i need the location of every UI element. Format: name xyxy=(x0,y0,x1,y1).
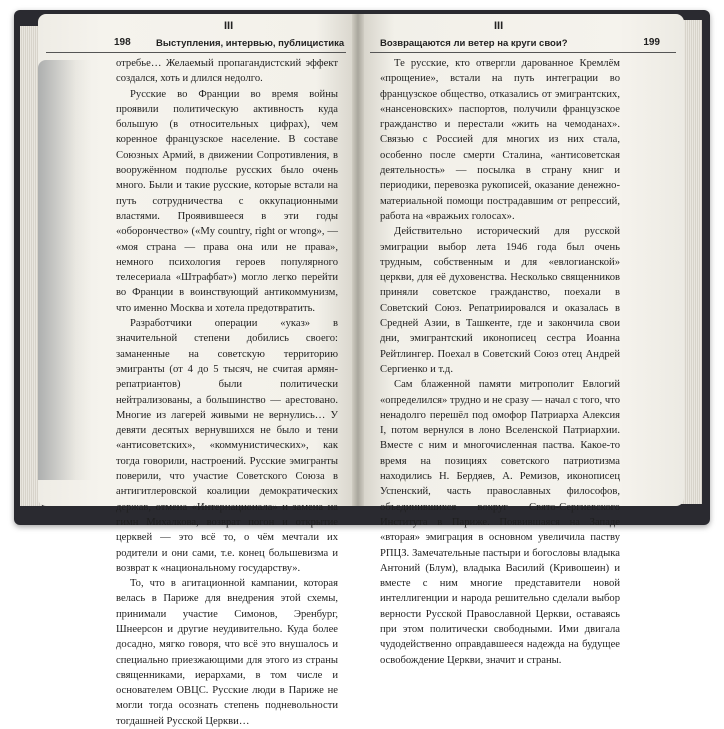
paragraph: Разработчики операции «указ» в значительной степени добились своего: заманенные на советскую территорию эмигранты (от 4 до 5 тысяч, не считая армян-репатриантов) были политически нейтрализованы, а большинство — арестовано. Многие из лагерей живыми не вернулись… У девяти десятых вернувшихся не было и тени «антисоветских», «коммунистических», как тогда говорили, настроений. Русские эмигранты поверили, что участие Советского Союза в антигитлеровской коалиции демократических держав, отмена «Интернационала» и замена на гимн Михалкова, возврат погон и открытие церквей — это всё то, о чём мечтали их родители и они сами, т.е. конец большевизма и возврат к «национальному государству». xyxy=(116,318,338,574)
page-shadow xyxy=(38,60,92,480)
right-page xyxy=(362,14,684,666)
paragraph: Те русские, кто отвергли дарованное Кремлём «прощение», встали на путь интеграции во французское общество, отказались от эмигрантских, «нансеновских» паспортов, получили французское гражданство и перестали «жить на чемоданах». Связью с Россией для многих из них стала, особенно после смерти Сталина, «антисоветская деятельность» — посылка в страну книг и периодики, перевозка рукописей, оказание денежно-материальной помощи пострадавшим от репрессий, работа на «вражьих голосах». xyxy=(380,58,620,222)
body-text xyxy=(116,56,338,729)
section-number: III xyxy=(224,20,234,32)
page-number: 198 xyxy=(114,37,131,48)
running-title: Возвращаются ли ветер на круги свои? xyxy=(380,38,568,49)
paragraph: Сам блаженной памяти митрополит Евлогий «определился» трудно и не сразу — начал с того, что ненадолго перешёл под омофор Патриарха Алексия I, потом вернулся в лоно Вселенской Патриархии. Вместе с ним и многочисленная паства. Какое-то время на позициях советского патриотизма находились Н. Бердяев, А. Ремизов, иконописец Успенский, часть православных философов, объединившихся вокруг Свято-Сергиевского Института в Париже. Появившаяся на Западе «вторая» эмиграция в основном увеличила паству РПЦЗ. Замечательные пастыри и богословы владыка Антоний (Блум), владыка Василий (Кривошеин) и вместе с ним многие представители новой интеллигенции и народа решительно сделали выбор верности Русской Православной Церкви, оставаясь при этом политически свободными. Ими двигала чудодейственно оправдавшееся надежда на будущее освобождение Церкви, значит и страны. xyxy=(380,379,620,666)
paragraph: Русские во Франции во время войны проявили политическую активность куда большую (в относительных цифрах), чем коренное французское население. В составе Союзных Армий, в движении Сопротивления, в вооружённом подполье русских было очень много. Были и такие русские, которые встали на путь сотрудничества с оккупационными властями. Проявившееся в эти годы «оборончество» («My country, right or wrong», — «моя страна — права она или не права», немного психология героев популярного телесериала «Штрафбат») могло легко перейти во Франции в воинствующий антикоммунизм, что именно Москва и хотела предотвратить. xyxy=(116,88,338,314)
paragraph: отребье… Желаемый пропагандистский эффект создался, хоть и длился недолго. xyxy=(116,58,338,85)
section-number: III xyxy=(494,20,504,32)
running-header xyxy=(370,36,676,53)
paragraph: То, что в агитационной кампании, которая велась в Париже для внедрения этой схемы, принимали участие Симонов, Эренбург, Шнеерсон и другие неудивительно. Куда более досадно, мягко говоря, что всё это внушалось и специально приезжающими для этого из страны священниками, иерархами, в том числе и основателем ОВЦС. Русские люди в Париже не могли тогда осознать степень подневольности тогдашней Русской Церкви… xyxy=(116,578,338,727)
running-header xyxy=(46,36,346,53)
paragraph: Действительно исторический для русской эмиграции выбор лета 1946 года был очень трудным, собственным и для «евлогианской» церкви, для её духовенства. Несколько священников приняли советское гражданство, поехали в Советский Союз. Репатриировался и оказалась в Средней Азии, в Ташкенте, где и закончила свои дни, эмигрантский иконописец сестра Иоанна Рейтлингер. Поехал в Советский Союз отец Андрей Сергиенко и т.д. xyxy=(380,226,620,375)
book-gutter xyxy=(352,14,364,506)
running-title: Выступления, интервью, публицистика xyxy=(156,38,345,49)
page-number: 199 xyxy=(643,37,660,48)
body-text xyxy=(380,56,620,668)
